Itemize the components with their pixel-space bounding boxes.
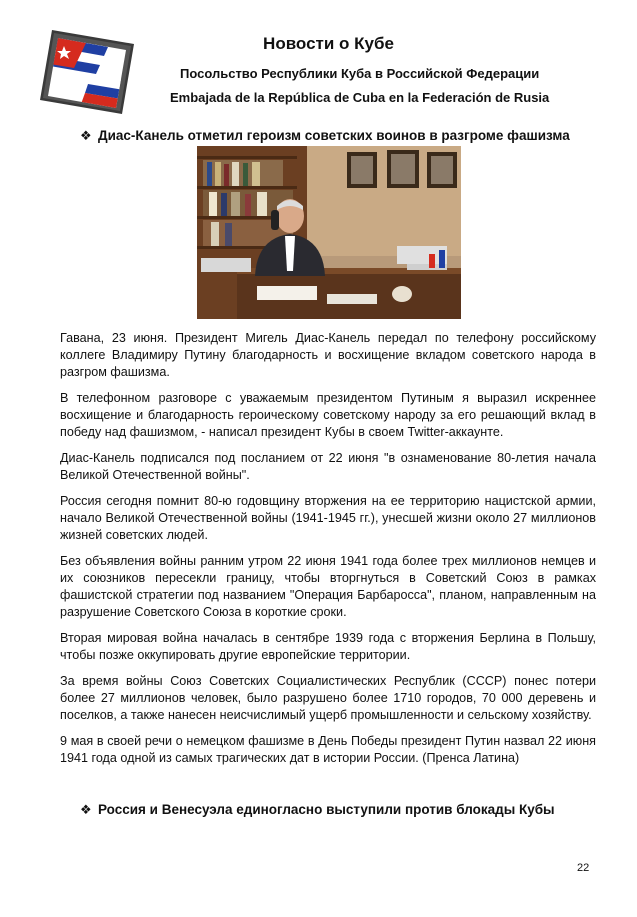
paragraph: Без объявления войны ранним утром 22 июня 1941 года более трех миллионов немцев и их союзников пересекли границу, чтобы вторгнуться в Советский Союз в рамках фашистской стратегии под названием "Операция Барбаросса", планом, направленным на разрушение Советского Союза в короткие сроки. bbox=[60, 554, 596, 619]
embassy-name-es: Embajada de la República de Cuba en la Federación de Rusia bbox=[170, 90, 550, 105]
paragraph: Вторая мировая война началась в сентябре 1939 года с вторжения Берлина в Польшу, чтобы позже оккупировать другие европейские территории. bbox=[60, 631, 596, 662]
embassy-name-ru: Посольство Республики Куба в Российской Федерации bbox=[180, 66, 540, 81]
diamond-bullet-icon: ❖ bbox=[80, 802, 92, 817]
page-number: 22 bbox=[577, 862, 590, 874]
paragraph: Россия сегодня помнит 80-ю годовщину вторжения на ее территорию нацистской армии, начало Великой Отечественной войны (1941-1945 гг.), унесшей жизни около 27 миллионов жизней советских людей. bbox=[60, 494, 596, 542]
next-article-headline-text: Россия и Венесуэла единогласно выступили против блокады Кубы bbox=[98, 802, 555, 817]
article-body bbox=[60, 330, 596, 776]
paragraph: 9 мая в своей речи о немецком фашизме в День Победы президент Путин назвал 22 июня 1941 года одной из самых трагических дат в истории России. (Пренса Латина) bbox=[60, 734, 596, 765]
article-headline bbox=[80, 128, 570, 144]
article-photo bbox=[197, 146, 461, 319]
paragraph: Диас-Канель подписался под посланием от 22 июня "в ознаменование 80-летия начала Великой Отечественной войны". bbox=[60, 451, 596, 482]
next-article-headline bbox=[80, 802, 555, 818]
paragraph: В телефонном разговоре с уважаемым президентом Путиным я выразил искреннее восхищение и благодарность героическому советскому народу за его решающий вклад в победу над фашизмом, - написал президент Кубы в своем Twitter-аккаунте. bbox=[60, 391, 596, 439]
diamond-bullet-icon: ❖ bbox=[80, 128, 92, 143]
paragraph: За время войны Союз Советских Социалистических Республик (СССР) понес потери более 27 миллионов человек, было разрушено более 1710 городов, 70 000 деревень и поселков, а также нанесен неисчислимый ущерб промышленности и сельскому хозяйству. bbox=[60, 674, 596, 722]
paragraph: Гавана, 23 июня. Президент Мигель Диас-Канель передал по телефону российскому коллеге Владимиру Путину благодарность и восхищение вкладом советского народа в разгром фашизма. bbox=[60, 331, 596, 379]
newsletter-title: Новости о Кубе bbox=[263, 34, 394, 53]
article-headline-text: Диас-Канель отметил героизм советских воинов в разгроме фашизма bbox=[98, 128, 570, 143]
